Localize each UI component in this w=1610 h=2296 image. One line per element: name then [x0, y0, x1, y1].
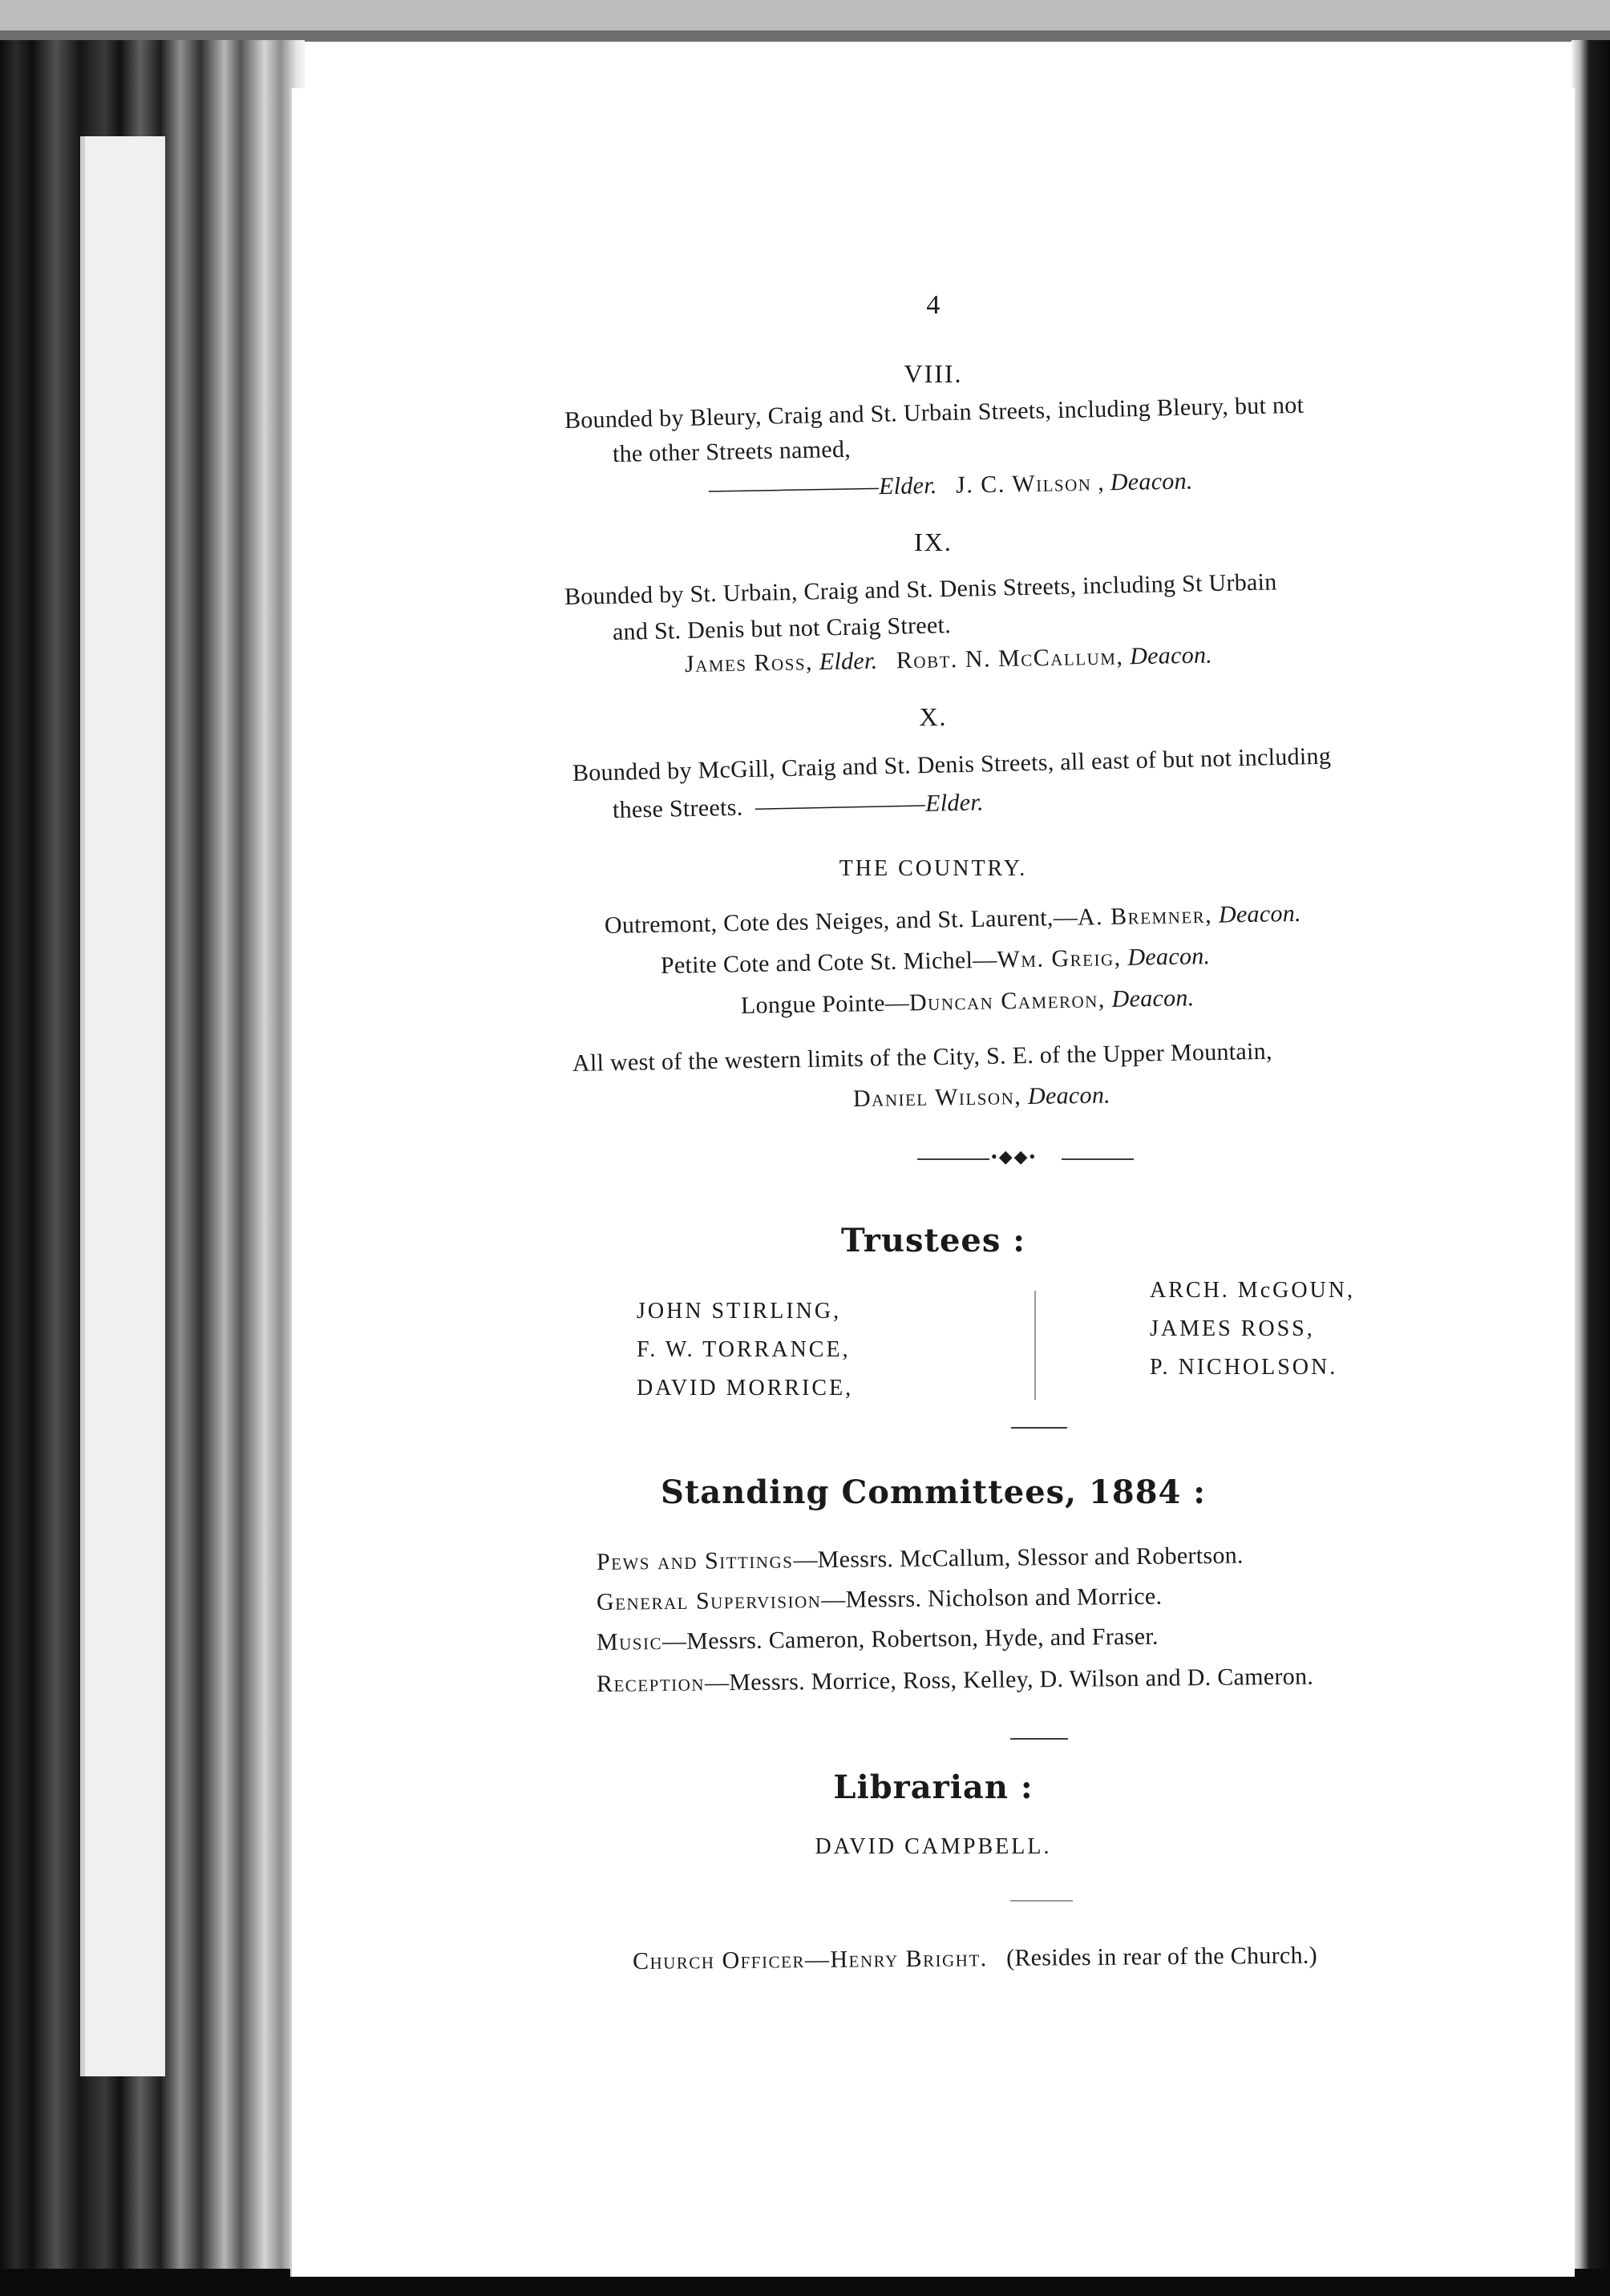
trustees-heading: Trustees : [840, 1222, 1026, 1259]
deacon-label: Deacon. [1127, 943, 1211, 971]
elder-label: Elder. [924, 789, 985, 817]
ornament-divider: •◆◆• [991, 1146, 1038, 1166]
committee-item [597, 1623, 1159, 1656]
committee-name: Pews and Sittings [596, 1546, 794, 1575]
ornament-rule-left [917, 1158, 989, 1160]
trustee-name: DAVID MORRICE, [637, 1376, 854, 1401]
committee-members: —Messrs. McCallum, Slessor and Robertson. [793, 1542, 1244, 1574]
district-description: Bounded by St. Urbain, Craig and St. Denis Streets, including St Urbain [564, 568, 1277, 610]
district-description: and St. Denis but not Craig Street. [612, 612, 952, 645]
committee-members: —Messrs. Morrice, Ross, Kelley, D. Wilson and D. Cameron. [704, 1663, 1314, 1696]
page-stack-edge [80, 136, 165, 2076]
elder-blank: ——————— [754, 790, 926, 821]
elder-name: James Ross, [684, 649, 814, 677]
section-rule [1010, 1900, 1073, 1902]
trustee-name: F. W. TORRANCE, [637, 1337, 851, 1362]
church-officer-name: —Henry Bright. [804, 1945, 988, 1974]
scanner-right-edge [1572, 40, 1610, 2296]
district-numeral: X. [919, 702, 948, 731]
committee-item [597, 1663, 1313, 1698]
elder-label: Elder. [819, 647, 878, 676]
deacon-name: Duncan Cameron, [908, 986, 1106, 1017]
deacon-name: A. Bremner, [1077, 901, 1213, 931]
deacon-name: Robt. N. McCallum, [896, 643, 1124, 674]
country-entry [605, 900, 1301, 940]
trustee-name: P. NICHOLSON. [1150, 1355, 1338, 1380]
committee-members: —Messrs. Cameron, Robertson, Hyde, and Fraser. [661, 1623, 1159, 1655]
country-west-officer [853, 1082, 1110, 1113]
district-numeral: IX. [914, 528, 953, 556]
deacon-name: J. C. Wilson [955, 469, 1092, 499]
scanner-top-edge [0, 0, 1610, 42]
district-description-end: these Streets. [612, 794, 743, 823]
country-place: Outremont, Cote des Neiges, and St. Laurent,— [604, 903, 1078, 939]
district-officers [685, 642, 1213, 678]
committee-name: Reception [596, 1669, 706, 1697]
district-description: Bounded by Bleury, Craig and St. Urbain Streets, including Bleury, but not [564, 391, 1305, 434]
deacon-label: Deacon. [1110, 467, 1193, 496]
trustee-name: ARCH. McGOUN, [1150, 1278, 1355, 1303]
document-page [290, 88, 1575, 2277]
deacon-label: Deacon. [1027, 1081, 1111, 1110]
page-number: 4 [926, 290, 941, 320]
district-officers [613, 789, 984, 824]
district-description: Bounded by McGill, Craig and St. Denis Streets, all east of but not including [572, 742, 1332, 786]
book-spine [0, 40, 305, 2296]
committee-item [597, 1542, 1244, 1576]
librarian-heading: Librarian : [833, 1768, 1034, 1806]
country-place: Longue Pointe— [740, 989, 910, 1019]
country-heading: THE COUNTRY. [839, 856, 1028, 881]
trustee-name: JAMES ROSS, [1150, 1316, 1315, 1341]
country-entry [741, 984, 1195, 1020]
country-west-line: All west of the western limits of the City, S. E. of the Upper Mountain, [572, 1037, 1273, 1077]
elder-label: Elder. [878, 472, 937, 500]
committee-name: General Supervision [596, 1587, 822, 1615]
district-officers: ———————Elder. J. C. Wilson , Deacon. [708, 467, 1193, 503]
district-numeral: VIII. [904, 359, 963, 388]
committee-name: Music [596, 1628, 663, 1655]
committees-heading: Standing Committees, 1884 : [660, 1473, 1207, 1511]
ornament-rule-right [1062, 1158, 1134, 1160]
church-officer-line [633, 1942, 1317, 1975]
section-rule [1010, 1738, 1068, 1740]
trustee-name: JOHN STIRLING, [637, 1299, 842, 1324]
deacon-label: Deacon. [1129, 641, 1213, 670]
committee-members: —Messrs. Nicholson and Morrice. [821, 1583, 1163, 1614]
committee-item [597, 1583, 1163, 1616]
section-rule [1011, 1427, 1067, 1429]
country-place: Petite Cote and Cote St. Michel— [660, 946, 997, 979]
church-officer-label: Church Officer [632, 1946, 806, 1975]
district-description: the other Streets named, [612, 435, 852, 467]
deacon-label: Deacon. [1111, 984, 1195, 1013]
church-officer-note: (Resides in rear of the Church.) [1005, 1942, 1318, 1971]
deacon-label: Deacon. [1218, 899, 1302, 928]
elder-blank: ——————— [708, 473, 880, 503]
librarian-name: DAVID CAMPBELL. [815, 1834, 1052, 1859]
deacon-name: Wm. Greig, [997, 944, 1122, 973]
country-entry [661, 943, 1211, 980]
trustees-divider [1034, 1291, 1036, 1400]
deacon-name: Daniel Wilson, [852, 1083, 1022, 1112]
